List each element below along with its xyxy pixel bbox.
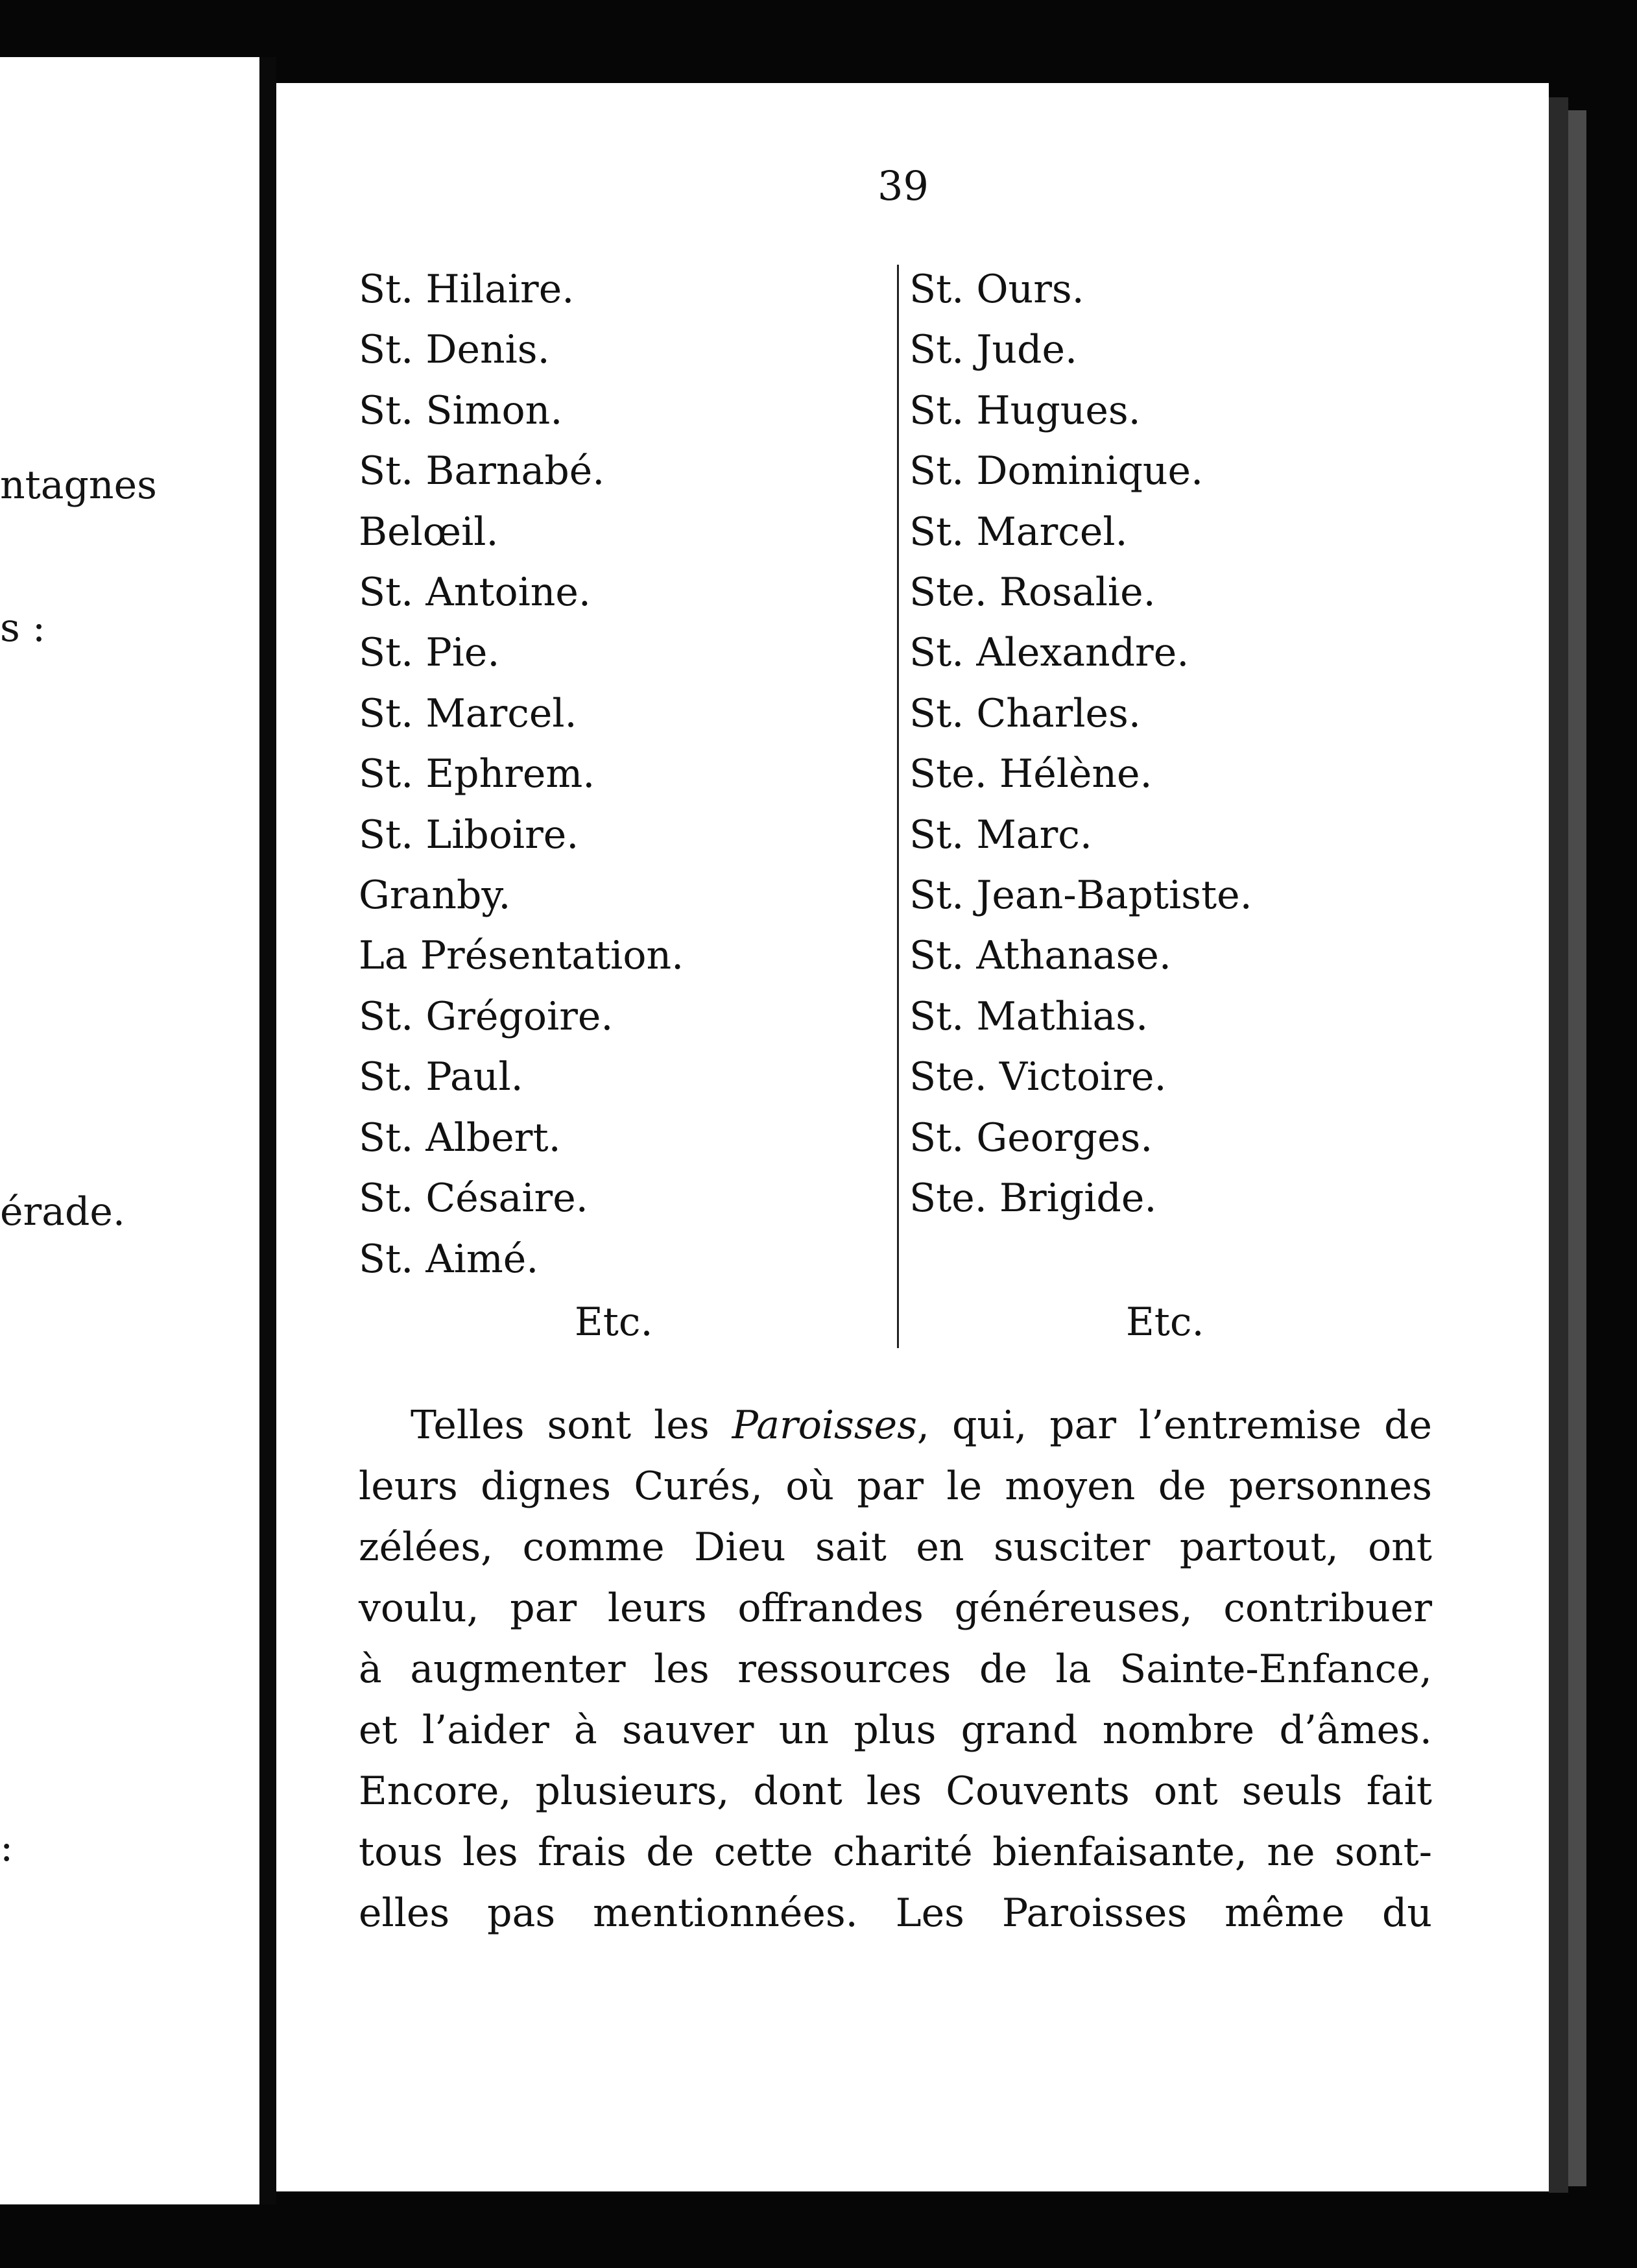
parish-item: St. Mathias.	[909, 993, 1149, 1039]
parish-item: St. Marc.	[909, 812, 1092, 858]
etc-left: Etc.	[575, 1299, 653, 1345]
parish-item: St. Jean-Baptiste.	[909, 873, 1252, 919]
parish-item: Ste. Rosalie.	[909, 570, 1156, 616]
page-number: 39	[878, 162, 929, 210]
paragraph-line: Encore, plusieurs, dont les Couvents ont seuls fait	[359, 1768, 1432, 1814]
parish-item: St. Georges.	[909, 1115, 1153, 1161]
parish-item: Ste. Hélène.	[909, 751, 1153, 797]
paragraph-text: , qui, par l’entremise de	[916, 1403, 1433, 1448]
paragraph-line: elles pas mentionnées. Les Paroisses même du	[359, 1890, 1432, 1936]
parish-list-left	[359, 259, 684, 1290]
parish-item: Ste. Victoire.	[909, 1054, 1167, 1100]
previous-page-text: ntagnes	[0, 463, 157, 508]
paragraph-line: et l’aider à sauver un plus grand nombre d’âmes.	[359, 1707, 1432, 1753]
emphasis-paroisses: Paroisses	[732, 1403, 917, 1448]
paragraph-text: Telles sont les	[411, 1403, 732, 1448]
parish-item: St. Marcel.	[359, 690, 577, 736]
parish-item: St. Dominique.	[909, 448, 1204, 494]
etc-right: Etc.	[1126, 1299, 1204, 1345]
previous-page-fragment	[0, 57, 261, 2204]
parish-item: La Présentation.	[359, 933, 684, 979]
previous-page-text: s :	[0, 605, 46, 651]
parish-item: St. Alexandre.	[909, 630, 1189, 676]
parish-item: St. Ours.	[909, 267, 1084, 312]
parish-item: St. Jude.	[909, 327, 1078, 373]
parish-item: Granby.	[359, 873, 511, 919]
parish-item: St. Marcel.	[909, 509, 1128, 555]
parish-item: St. Simon.	[359, 387, 563, 433]
parish-item: St. Barnabé.	[359, 448, 605, 494]
parish-item: Ste. Brigide.	[909, 1176, 1157, 1222]
column-divider	[897, 265, 899, 1348]
parish-item: St. Hugues.	[909, 387, 1141, 433]
parish-item: St. Albert.	[359, 1115, 561, 1161]
body-paragraph	[359, 1395, 1432, 1944]
previous-page-text: :	[0, 1825, 14, 1870]
parish-item: St. Antoine.	[359, 570, 591, 616]
book-gutter	[259, 57, 276, 2204]
parish-item: St. Athanase.	[909, 933, 1171, 979]
paragraph-line: à augmenter les ressources de la Sainte-Enfance,	[359, 1647, 1432, 1692]
parish-item: St. Charles.	[909, 690, 1141, 736]
previous-page-text: érade.	[0, 1189, 125, 1235]
parish-item: St. Grégoire.	[359, 993, 614, 1039]
parish-item: St. Césaire.	[359, 1176, 588, 1222]
parish-item: St. Aimé.	[359, 1236, 539, 1282]
parish-item: St. Liboire.	[359, 812, 579, 858]
page-edge-shadow	[1549, 97, 1568, 2193]
paragraph-line: leurs dignes Curés, où par le moyen de personnes	[359, 1464, 1432, 1509]
paragraph-line: zélées, comme Dieu sait en susciter partout, ont	[359, 1525, 1432, 1570]
paragraph-line: tous les frais de cette charité bienfaisante, ne sont-	[359, 1829, 1432, 1875]
parish-item: St. Paul.	[359, 1054, 523, 1100]
paragraph-line: voulu, par leurs offrandes généreuses, contribuer	[359, 1586, 1432, 1631]
paragraph-line	[359, 1395, 1432, 1456]
page-edge-shadow	[1568, 110, 1586, 2186]
parish-item: St. Ephrem.	[359, 751, 595, 797]
parish-item: Belœil.	[359, 509, 499, 555]
parish-item: St. Pie.	[359, 630, 500, 676]
parish-item: St. Denis.	[359, 327, 550, 373]
parish-list-right	[909, 259, 1252, 1229]
parish-item: St. Hilaire.	[359, 267, 575, 312]
